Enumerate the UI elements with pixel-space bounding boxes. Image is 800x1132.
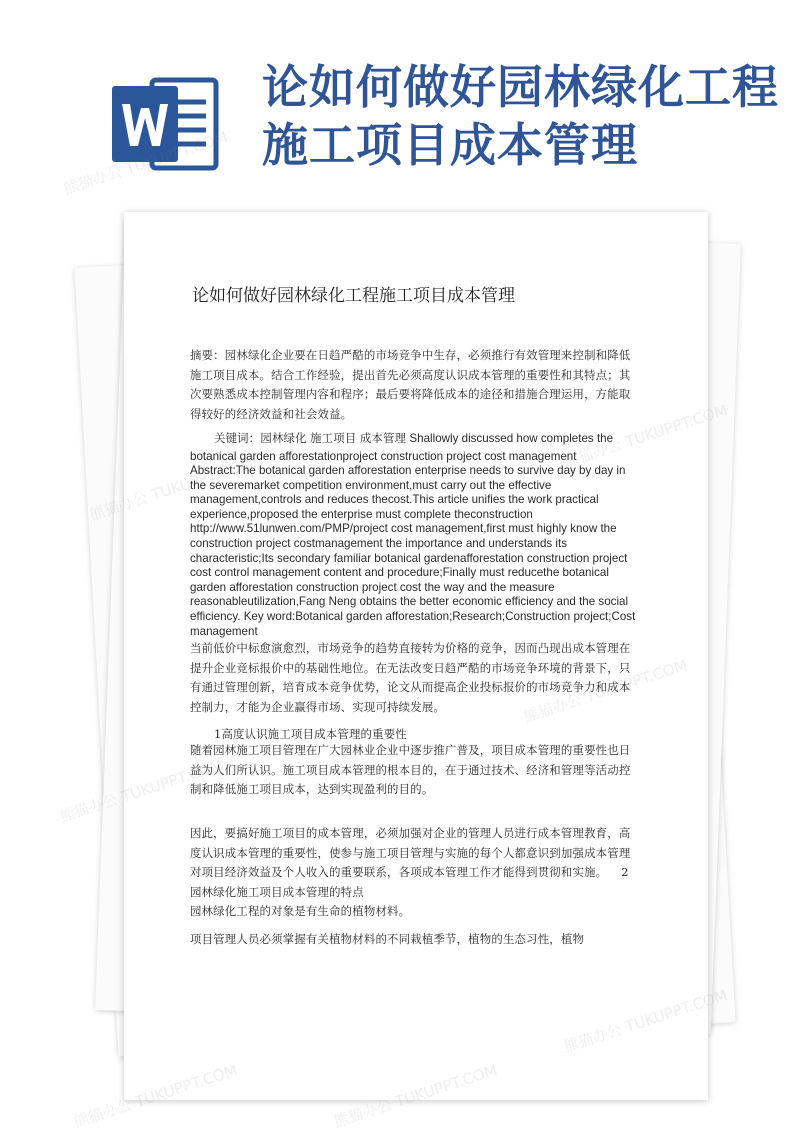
banner [0, 0, 800, 200]
document-page [124, 212, 708, 1100]
section1-heading: 1高度认识施工项目成本管理的重要性 [214, 727, 407, 741]
watermark: 熊猫办公 [71, 1095, 135, 1131]
english-abstract: Shallowly discussed how completes the botanical garden afforestationproject construction project cost management Abstract:The botanical garden afforestation enterprise needs to survive day by day in the severemarket competition environment,must carry out the effective management,controls and reduces thecost.This article unifies the work practical experience,proposed the enterprise must complete theconstruction http://www.51lunwen.com/PMP/project cost management,first must highly know the construction project costmanagement the importance and understands its characteristic;Its secondary familiar botanical gardenafforestation construction project cost control management content and procedure;Finally must reducethe botanical garden afforestation construction project cost the way and the measure reasonableutilization,Fang Neng obtains the better economic efficiency and the social efficiency. Key word:Botanical garden afforestation;Research;Construction project;Cost management [190, 432, 636, 638]
section1-body: 随着园林施工项目管理在广大园林业企业中逐步推广普及，项目成本管理的重要性也日益为人们所认识。施工项目成本管理的根本目的，在于通过技术、经济和管理等活动控制和降低施工项目成本，达到实现盈利的目的。 [190, 743, 631, 796]
watermark: 熊猫办公 [57, 790, 121, 826]
banner-title: 论如何做好园林绿化工程施工项目成本管理 [262, 60, 779, 172]
section2-line: 园林绿化工程的对象是有生命的植物材料。 [190, 904, 411, 918]
paragraph-4: 项目管理人员必须掌握有关植物材料的不同栽植季节，植物的生态习性，植物 [190, 932, 585, 946]
section1-body-block [190, 741, 636, 800]
paragraph-3-block [190, 824, 636, 922]
paragraph-4-block [190, 930, 636, 950]
paragraph-3 [190, 824, 636, 902]
keywords-paragraph [190, 430, 636, 717]
section2-heading: 2园林绿化施工项目成本管理的特点 [190, 865, 629, 899]
document-title: 论如何做好园林绿化工程施工项目成本管理 [192, 286, 515, 306]
watermark: 熊猫办公 TUKUPPT.COM [61, 128, 230, 198]
abstract-paragraph [190, 346, 636, 424]
keywords-english-block [190, 430, 636, 639]
keywords-label: 关键词：园林绿化 施工项目 成本管理 [214, 433, 407, 445]
intro-paragraph: 当前低价中标愈演愈烈，市场竞争的趋势直接转为价格的竞争，因而凸现出成本管理在提升企业竞标报价中的基础性地位。在无法改变日趋严酷的市场竞争环境的背景下，只有通过管理创新，培育成本竞争优势，论文从而提高企业投标报价的市场竞争力和成本控制力，才能为企业赢得市场、实现可持续发展。 [190, 641, 631, 714]
paragraph-3-text: 因此，要搞好施工项目的成本管理，必须加强对企业的管理人员进行成本管理教育，高度认识成本管理的重要性，使参与施工项目管理与实施的每个人都意识到加强成本管理对项目经济效益及个人收入的重要联系，各项成本管理工作才能得到贯彻和实施。 [190, 826, 631, 879]
abstract-text: 摘要：园林绿化企业要在日趋严酷的市场竞争中生存，必须推行有效管理来控制和降低施工项目成本。结合工作经验，提出首先必须高度认识成本管理的重要性和其特点；其次要熟悉成本控制管理内容和程序；最后要将降低成本的途径和措施合理运用，方能取得较好的经济效益和社会效益。 [190, 348, 631, 421]
word-document-icon [108, 72, 220, 176]
